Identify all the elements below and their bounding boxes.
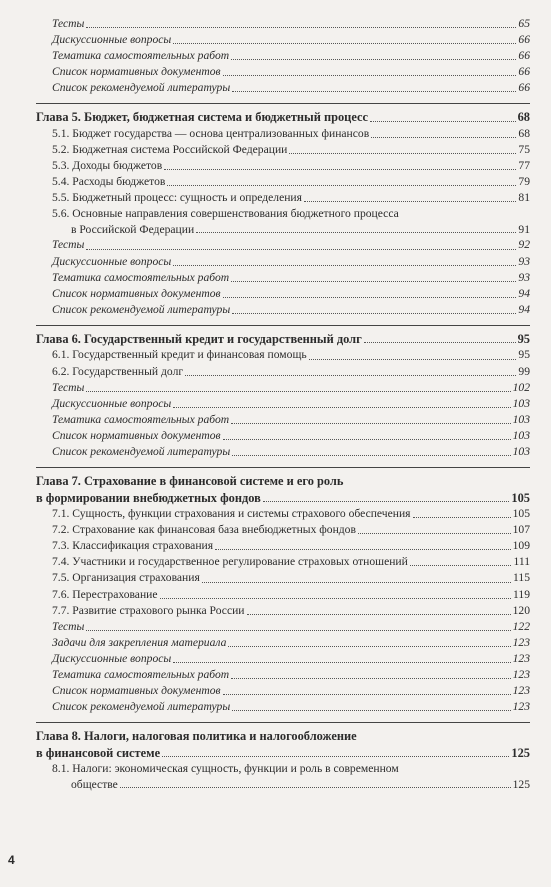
toc-entry: Тематика самостоятельных работ 103 — [52, 412, 530, 426]
chapter-7 — [36, 467, 530, 506]
toc-entry: Список нормативных документов 94 — [52, 286, 530, 300]
chapter-5 — [36, 103, 530, 126]
page-number: 4 — [8, 853, 15, 867]
toc-entry: Тесты 92 — [52, 238, 530, 252]
chapter-6 — [36, 325, 530, 348]
toc-section: 5.3. Доходы бюджетов 77 — [52, 159, 530, 173]
toc-section-two-line: 8.1. Налоги: экономическая сущность, функции и роль в современном обществе 125 — [52, 762, 530, 791]
toc-section: 7.5. Организация страхования 115 — [52, 571, 530, 585]
toc-section-two-line: 5.6. Основные направления совершенствования бюджетного процесса в Российской Федерации 91 — [52, 207, 530, 236]
toc-entry: Тематика самостоятельных работ 93 — [52, 270, 530, 284]
toc-section: 5.1. Бюджет государства — основа централизованных финансов 68 — [52, 126, 530, 140]
toc-entry: Тесты 102 — [52, 380, 530, 394]
toc-section: 7.6. Перестрахование 119 — [52, 587, 530, 601]
chapter-title-line-1: Глава 8. Налоги, налоговая политика и налогообложение — [36, 729, 357, 744]
chapter-title: Глава 5. Бюджет, бюджетная система и бюджетный процесс 68 — [36, 110, 530, 125]
toc-section: 7.7. Развитие страхового рынка России 120 — [52, 603, 530, 617]
toc-section: 5.5. Бюджетный процесс: сущность и определения 81 — [52, 191, 530, 205]
toc-section: 6.2. Государственный долг 99 — [52, 364, 530, 378]
toc-entry: Список нормативных документов 103 — [52, 428, 530, 442]
toc-entry: Список нормативных документов 123 — [52, 684, 530, 698]
toc-entry: Тесты 122 — [52, 619, 530, 633]
chapter-title-line-2: в формировании внебюджетных фондов 105 — [36, 490, 530, 505]
toc-section: 7.2. Страхование как финансовая база внебюджетных фондов 107 — [52, 523, 530, 537]
chapter-title-line-1: Глава 7. Страхование в финансовой системе и его роль — [36, 474, 344, 489]
toc-entry: Дискуссионные вопросы 66 — [52, 33, 530, 47]
chapter-title: Глава 6. Государственный кредит и государственный долг 95 — [36, 331, 530, 346]
toc-entry: Тесты 65 — [52, 17, 530, 30]
chapter-8 — [36, 722, 530, 761]
toc-section: 7.1. Сущность, функции страхования и системы страхового обеспечения 105 — [52, 507, 530, 521]
toc-entry: Тематика самостоятельных работ 123 — [52, 668, 530, 681]
toc-entry: Задачи для закрепления материала 123 — [52, 635, 530, 649]
toc-section: 5.2. Бюджетная система Российской Федерации 75 — [52, 143, 530, 157]
toc-entry: Дискуссионные вопросы 93 — [52, 254, 530, 268]
toc-entry: Дискуссионные вопросы 123 — [52, 651, 530, 665]
chapter-title-line-2: в финансовой системе 125 — [36, 745, 530, 760]
toc-entry: Дискуссионные вопросы 103 — [52, 396, 530, 410]
toc-entry: Список нормативных документов 66 — [52, 65, 530, 79]
toc-section: 5.4. Расходы бюджетов 79 — [52, 175, 530, 189]
toc-section: 6.1. Государственный кредит и финансовая помощь 95 — [52, 348, 530, 362]
table-of-contents — [36, 16, 530, 792]
toc-entry: Список рекомендуемой литературы 94 — [52, 302, 530, 316]
toc-entry: Список рекомендуемой литературы 103 — [52, 444, 530, 458]
toc-entry: Тематика самостоятельных работ 66 — [52, 49, 530, 63]
toc-section: 7.3. Классификация страхования 109 — [52, 539, 530, 553]
toc-section: 7.4. Участники и государственное регулирование страховых отношений 111 — [52, 555, 530, 569]
toc-entry: Список рекомендуемой литературы 123 — [52, 700, 530, 714]
toc-entry: Список рекомендуемой литературы 66 — [52, 81, 530, 95]
